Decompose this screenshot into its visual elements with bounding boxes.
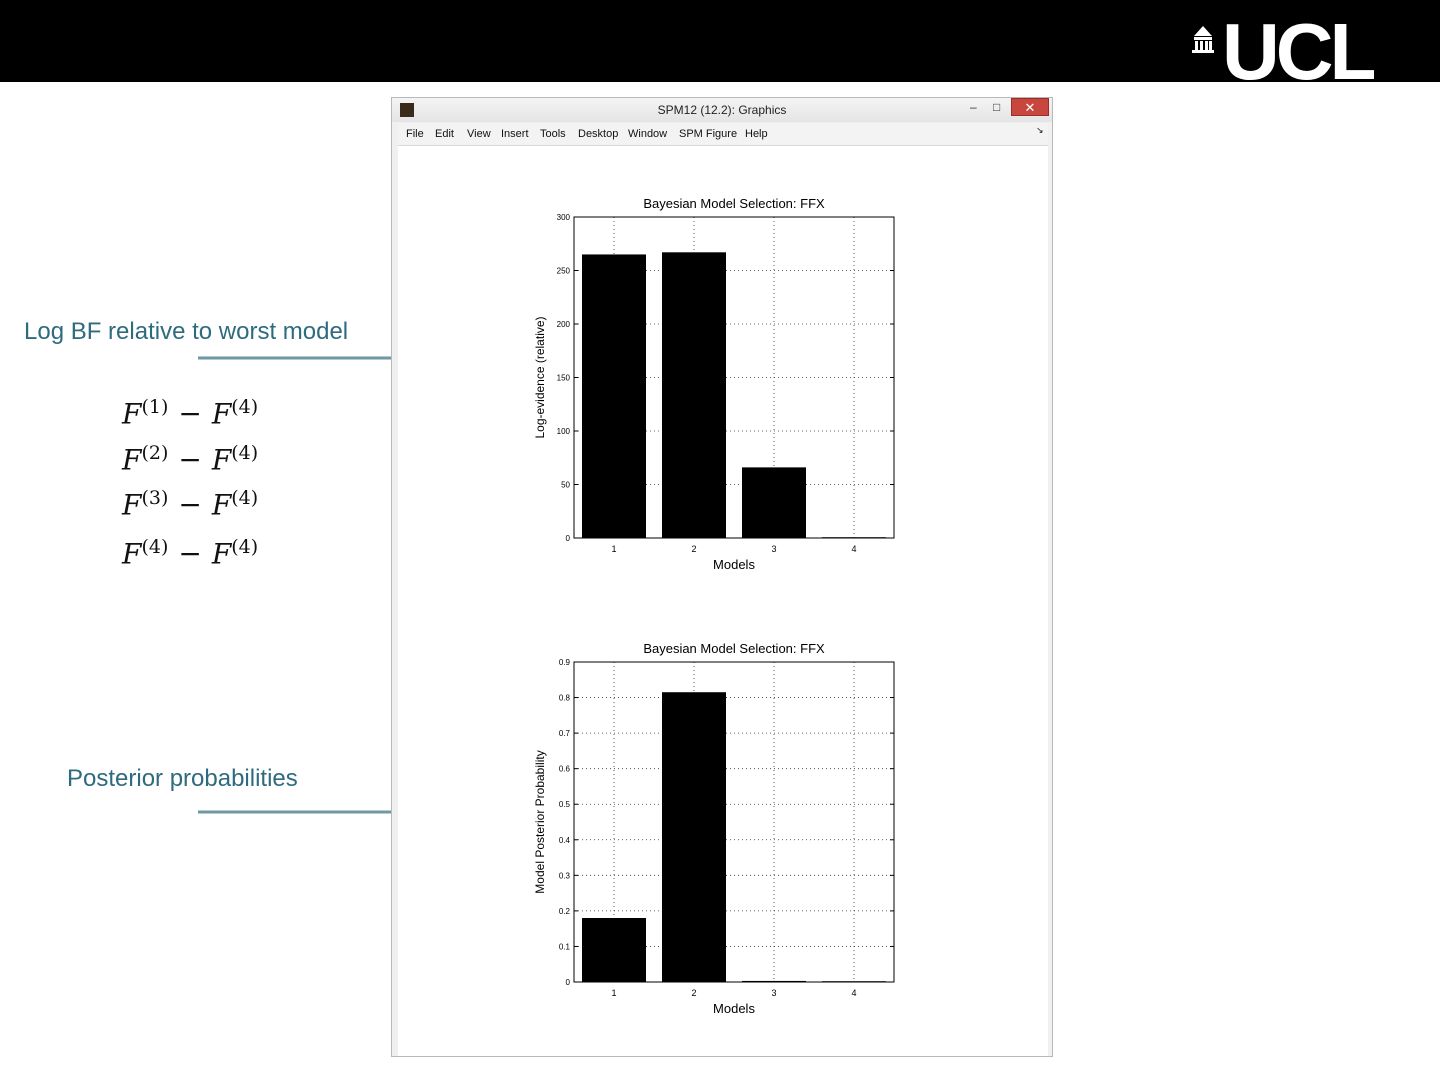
figure-canvas — [398, 146, 1048, 1056]
chart-1-ytick-label: 300 — [556, 213, 570, 222]
formula-3: $F^{(3)} - F^{(4)}$ — [122, 487, 259, 522]
chart-2-ylabel: Model Posterior Probability — [533, 750, 547, 894]
chart-2-xtick-label: 3 — [771, 988, 777, 998]
menu-dock-arrow-icon[interactable]: ↘ — [1036, 125, 1044, 135]
chart-1-xtick-label: 4 — [851, 544, 857, 554]
chart-2-ytick-label: 0.3 — [558, 871, 570, 881]
chart-1-bar-model-1 — [582, 254, 646, 538]
chart-2-ytick-label: 0.8 — [558, 693, 570, 703]
formula-1: $F^{(1)} - F^{(4)}$ — [122, 396, 259, 431]
chart-2-title: Bayesian Model Selection: FFX — [643, 641, 825, 656]
menu-desktop[interactable]: Desktop — [578, 128, 619, 140]
chart-2-ytick-label: 0 — [565, 978, 570, 987]
minimize-button[interactable]: – — [970, 100, 977, 114]
chart-1-ytick-label: 0 — [565, 534, 570, 543]
menu-spm-figure[interactable]: SPM Figure — [679, 128, 738, 140]
chart-1-xlabel: Models — [713, 557, 755, 572]
close-button[interactable]: ✕ — [1011, 98, 1049, 116]
menu-help[interactable]: Help — [745, 128, 768, 140]
spm-graphics-window — [391, 97, 1053, 1057]
chart-1-bar-model-3 — [742, 467, 806, 538]
charts-svg — [398, 146, 1048, 1056]
chart-2-xtick-label: 4 — [851, 988, 857, 998]
chart-2-ytick-label: 0.6 — [558, 764, 570, 774]
menu-edit[interactable]: Edit — [435, 128, 454, 140]
menu-insert[interactable]: Insert — [501, 128, 529, 140]
chart-2-ytick-label: 0.7 — [558, 729, 570, 739]
chart-2-xtick-label: 2 — [691, 988, 697, 998]
window-title: SPM12 (12.2): Graphics — [657, 103, 787, 117]
chart-2-xtick-label: 1 — [611, 988, 617, 998]
menu-file[interactable]: File — [406, 128, 424, 140]
chart-1-xtick-label: 3 — [771, 544, 777, 554]
menu-view[interactable]: View — [467, 128, 491, 140]
ucl-logo-text: UCL — [1222, 22, 1375, 82]
chart-1-title: Bayesian Model Selection: FFX — [643, 196, 825, 211]
formula-2: $F^{(2)} - F^{(4)}$ — [122, 442, 259, 477]
menu-bar — [398, 123, 1048, 146]
window-titlebar[interactable] — [392, 98, 1052, 122]
posterior-label: Posterior probabilities — [67, 765, 298, 792]
chart-2-ytick-label: 0.1 — [558, 942, 570, 952]
header-bar — [0, 0, 1440, 82]
chart-2-bar-model-2 — [662, 692, 726, 982]
chart-2-ytick-label: 0.9 — [558, 658, 570, 667]
chart-1-xtick-label: 2 — [691, 544, 697, 554]
chart-1-ytick-label: 100 — [556, 427, 570, 436]
formula-4: $F^{(4)} - F^{(4)}$ — [122, 536, 259, 571]
chart-2-xlabel: Models — [713, 1001, 755, 1016]
portico-icon — [1190, 24, 1216, 54]
chart-2-ytick-label: 0.4 — [558, 835, 570, 845]
chart-2-bar-model-1 — [582, 918, 646, 982]
chart-1-ytick-label: 200 — [556, 320, 570, 329]
ucl-logo — [1190, 22, 1374, 82]
chart-1-xtick-label: 1 — [611, 544, 617, 554]
chart-1-ytick-label: 50 — [561, 480, 570, 490]
menu-window[interactable]: Window — [628, 128, 668, 140]
chart-1-ytick-label: 150 — [556, 373, 570, 383]
chart-2-ytick-label: 0.2 — [558, 906, 570, 916]
maximize-button[interactable]: □ — [993, 100, 1001, 114]
chart-1-ylabel: Log-evidence (relative) — [533, 316, 547, 439]
log-bf-label: Log BF relative to worst model — [24, 318, 349, 345]
chart-1-bar-model-2 — [662, 252, 726, 538]
chart-1-ytick-label: 250 — [556, 266, 570, 276]
chart-2-ytick-label: 0.5 — [558, 800, 570, 810]
menu-tools[interactable]: Tools — [540, 128, 566, 140]
